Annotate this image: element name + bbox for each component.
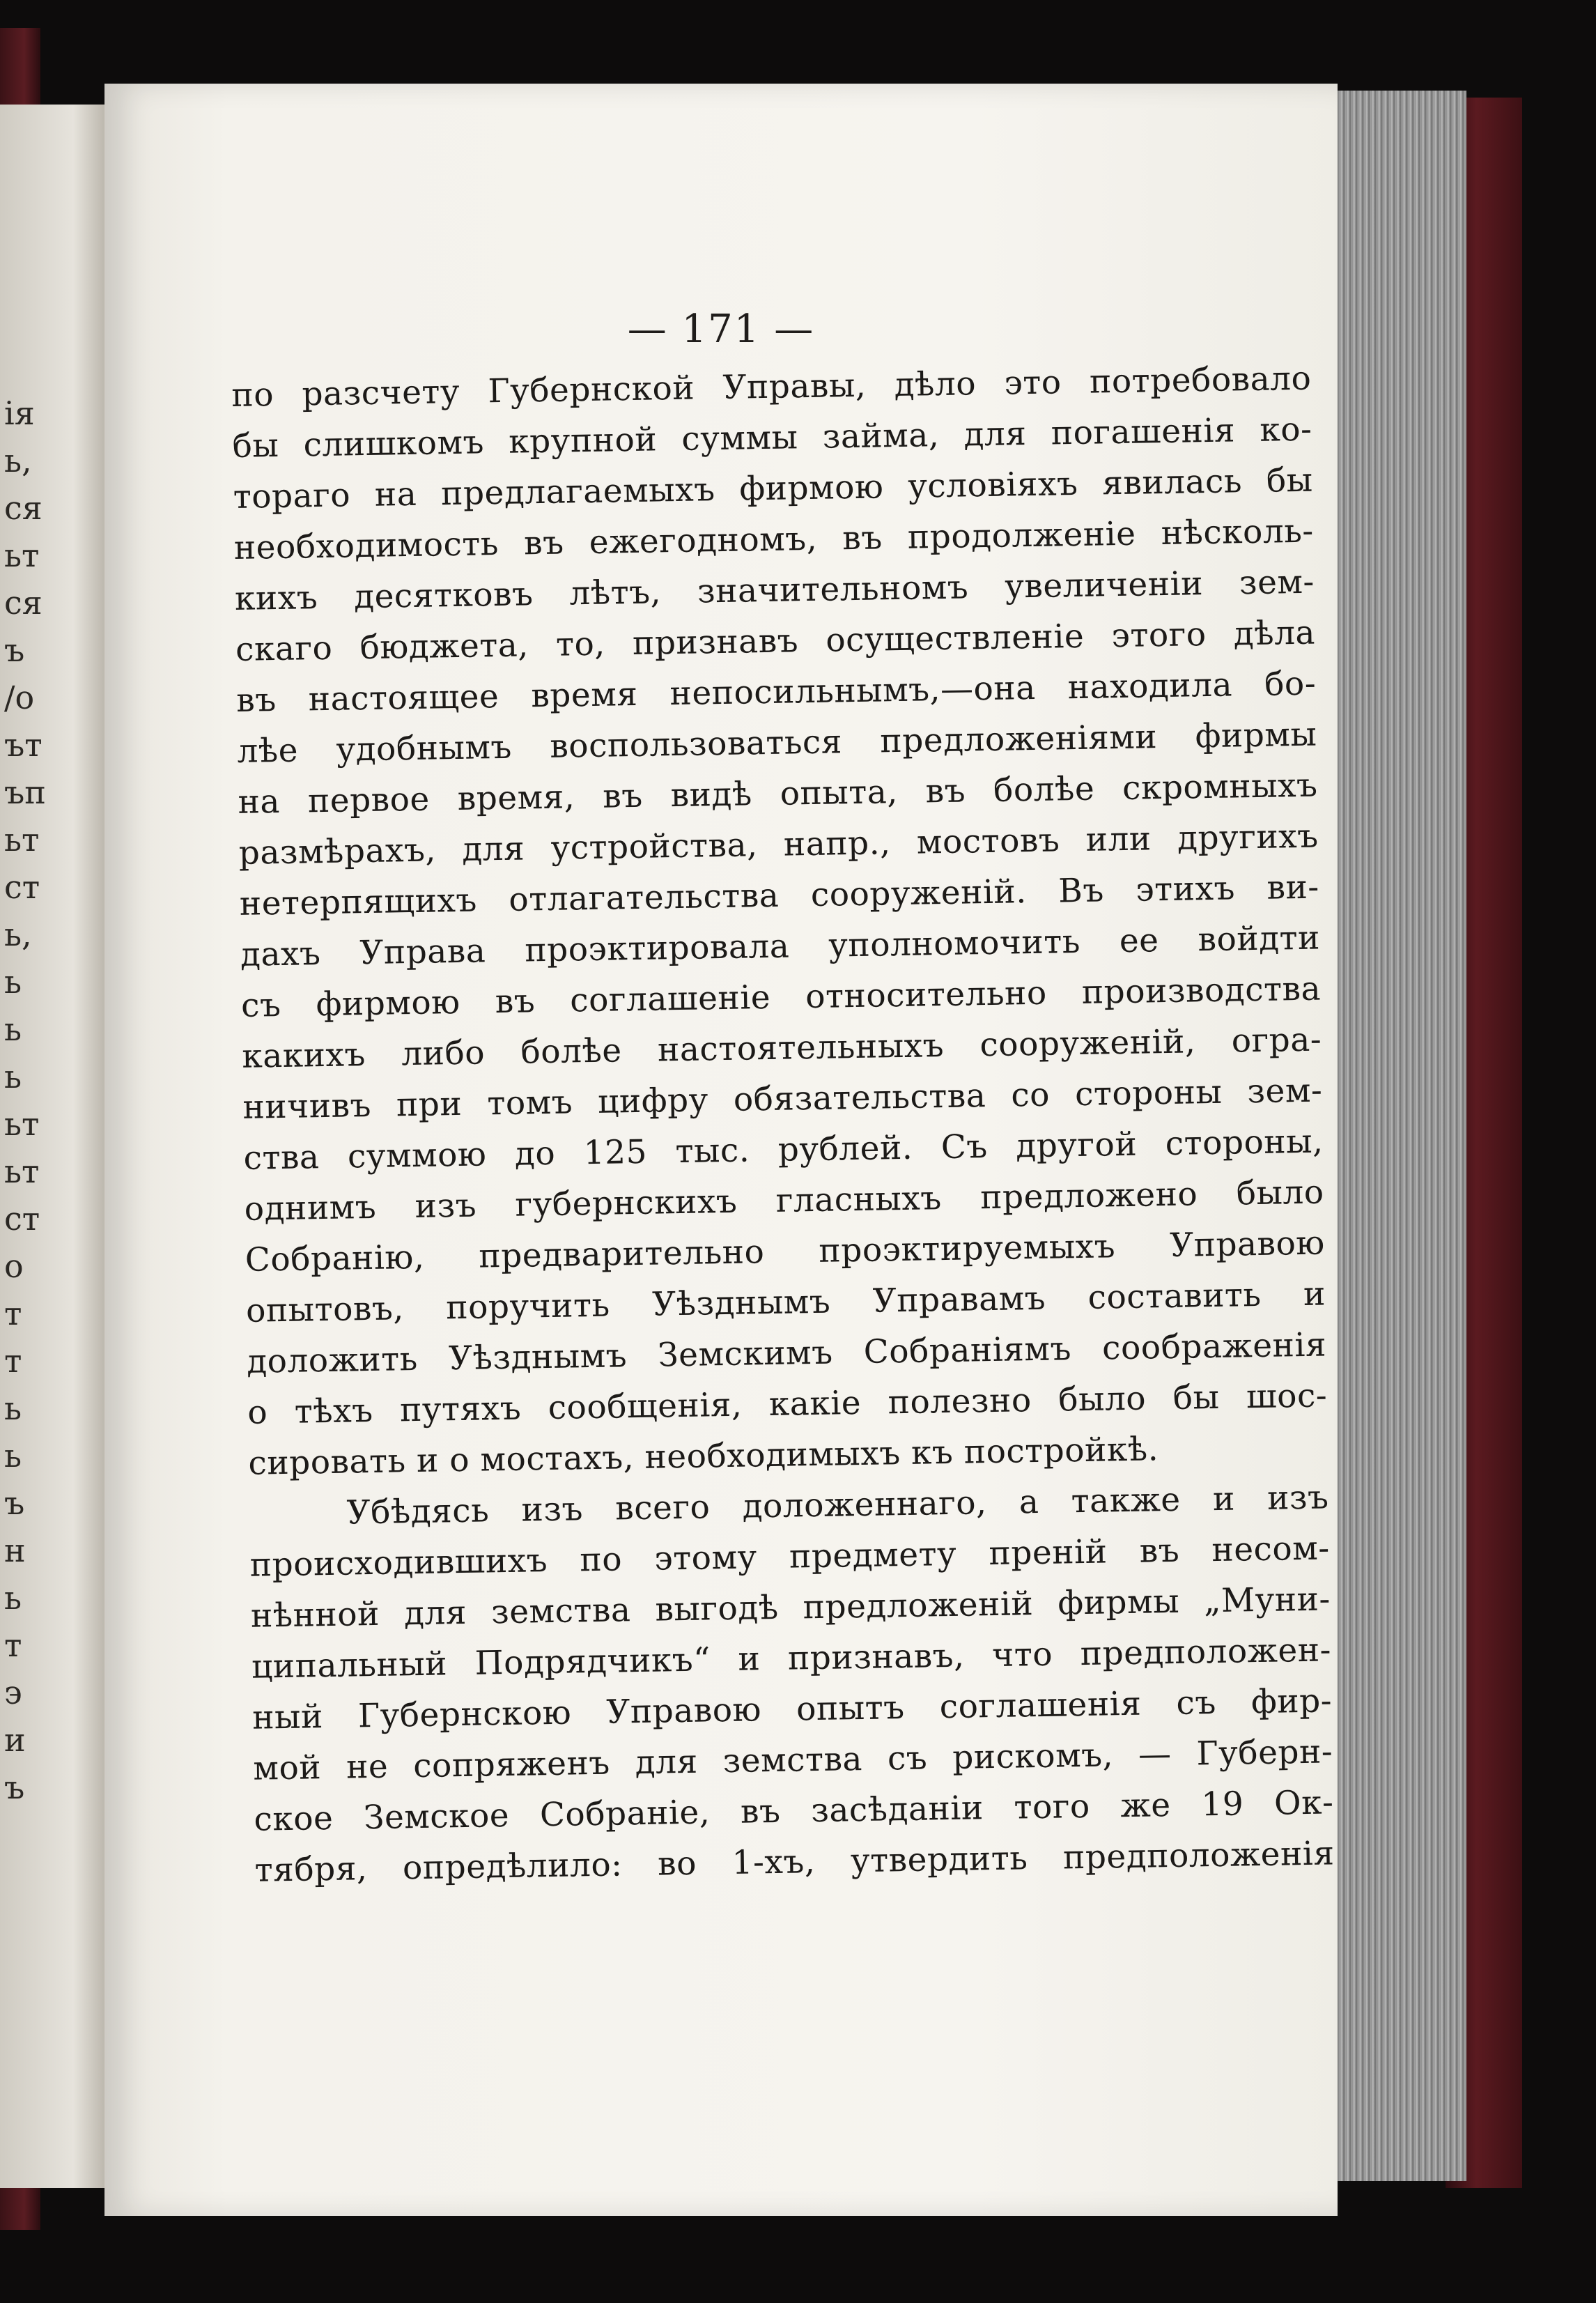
text-line: бы слишкомъ крупной суммы займа, для погашенія ко- bbox=[232, 410, 1312, 465]
text-line: по разсчету Губернской Управы, дѣло это потребовало bbox=[231, 359, 1312, 415]
text-line: какихъ либо болѣе настоятельныхъ сооруженій, огра- bbox=[241, 1020, 1322, 1076]
text-line: однимъ изъ губернскихъ гласныхъ предложено было bbox=[244, 1173, 1325, 1228]
prev-page-fragment: ь bbox=[4, 1389, 22, 1427]
text-line: тораго на предлагаемыхъ фирмою условіяхъ явилась бы bbox=[233, 461, 1313, 516]
text-line: ный Губернскою Управою опытъ соглашенія съ фир- bbox=[251, 1681, 1333, 1737]
prev-page-fragment: т bbox=[4, 1295, 22, 1332]
text-line: ства суммою до 125 тыс. рублей. Съ другой стороны, bbox=[243, 1122, 1324, 1178]
prev-page-fragment: ь, bbox=[4, 916, 32, 953]
prev-page-fragment: ст bbox=[4, 1200, 40, 1238]
prev-page-fragment: о bbox=[4, 1247, 24, 1285]
text-line: на первое время, въ видѣ опыта, въ болѣе скромныхъ bbox=[238, 766, 1318, 822]
text-line: необходимость въ ежегодномъ, въ продолженіе нѣсколь- bbox=[233, 511, 1315, 567]
prev-page-fragment: ът bbox=[4, 726, 42, 764]
page-edges bbox=[1327, 91, 1466, 2181]
book-page bbox=[104, 84, 1338, 2216]
text-line: нетерпящихъ отлагательства сооруженій. Въ этихъ ви- bbox=[239, 868, 1320, 923]
text-line: доложить Уѣзднымъ Земскимъ Собраніямъ соображенія bbox=[246, 1325, 1327, 1381]
text-line: Собранію, предварительно проэктируемыхъ Управою bbox=[245, 1224, 1326, 1279]
text-line: ничивъ при томъ цифру обязательства со стороны зем- bbox=[242, 1071, 1323, 1127]
prev-page-fragment: ъп bbox=[4, 773, 46, 811]
prev-page-fragment: ст bbox=[4, 868, 40, 906]
text-line: происходившихъ по этому предмету преній въ несом- bbox=[249, 1529, 1331, 1585]
prev-page-fragment: э bbox=[4, 1674, 22, 1711]
text-line: нѣнной для земства выгодѣ предложеній фирмы „Муни- bbox=[250, 1580, 1331, 1635]
text-line: тября, опредѣлило: во 1-хъ, утвердить предположенія bbox=[254, 1834, 1335, 1890]
text-line: опытовъ, поручить Уѣзднымъ Управамъ составить и bbox=[245, 1274, 1326, 1330]
prev-page-fragment: т bbox=[4, 1626, 22, 1664]
prev-page-fragment: ьт bbox=[4, 821, 40, 858]
text-line: ское Земское Собраніе, въ засѣданіи того же 19 Ок- bbox=[254, 1783, 1334, 1839]
text-line: мой не сопряженъ для земства съ рискомъ, — Губерн- bbox=[252, 1732, 1333, 1788]
text-line: дахъ Управа проэктировала уполномочить ее войдти bbox=[240, 918, 1321, 974]
prev-page-fragment: ьт bbox=[4, 1153, 40, 1190]
body-text bbox=[231, 360, 1335, 1902]
prev-page-fragment: ъ bbox=[4, 631, 25, 669]
prev-page-fragment: ь bbox=[4, 1579, 22, 1617]
prev-page-fragment: ь bbox=[4, 1437, 22, 1474]
prev-page-fragment: /о bbox=[4, 679, 35, 716]
previous-page-edge bbox=[0, 105, 104, 2188]
prev-page-fragment: ьт bbox=[4, 537, 40, 574]
prev-page-fragment: ся bbox=[4, 584, 42, 622]
text-line: въ настоящее время непосильнымъ,—она находила бо- bbox=[235, 664, 1317, 720]
text-line: о тѣхъ путяхъ сообщенія, какіе полезно было бы шос- bbox=[247, 1376, 1328, 1432]
text-line: кихъ десятковъ лѣтъ, значительномъ увеличеніи зем- bbox=[234, 562, 1315, 618]
text-line: лѣе удобнымъ воспользоваться предложеніями фирмы bbox=[237, 715, 1317, 771]
prev-page-fragment: ъ bbox=[4, 1769, 25, 1806]
paragraph-first-line: Убѣдясь изъ всего доложеннаго, а также и изъ bbox=[346, 1478, 1329, 1532]
text-line: сировать и о мостахъ, необходимыхъ къ постройкѣ. bbox=[248, 1430, 1159, 1483]
prev-page-fragment: ія bbox=[4, 394, 35, 432]
prev-page-fragment: ь, bbox=[4, 442, 32, 479]
prev-page-fragment: ьт bbox=[4, 1105, 40, 1143]
text-line: ципальный Подрядчикъ“ и признавъ, что предположен- bbox=[251, 1631, 1332, 1686]
prev-page-fragment: ъ bbox=[4, 1484, 25, 1522]
text-line: съ фирмою въ соглашеніе относительно производства bbox=[240, 969, 1322, 1025]
text-line: скаго бюджета, то, признавъ осуществленіе этого дѣла bbox=[235, 613, 1316, 669]
text-line: размѣрахъ, для устройства, напр., мостовъ или другихъ bbox=[238, 817, 1319, 872]
page-number: — 171 — bbox=[627, 307, 815, 352]
prev-page-fragment: т bbox=[4, 1342, 22, 1380]
prev-page-fragment: и bbox=[4, 1721, 26, 1759]
prev-page-fragment: ь bbox=[4, 963, 22, 1001]
prev-page-fragment: ся bbox=[4, 489, 42, 527]
prev-page-fragment: ь bbox=[4, 1058, 22, 1095]
prev-page-fragment: н bbox=[4, 1532, 26, 1569]
prev-page-fragment: ь bbox=[4, 1010, 22, 1048]
